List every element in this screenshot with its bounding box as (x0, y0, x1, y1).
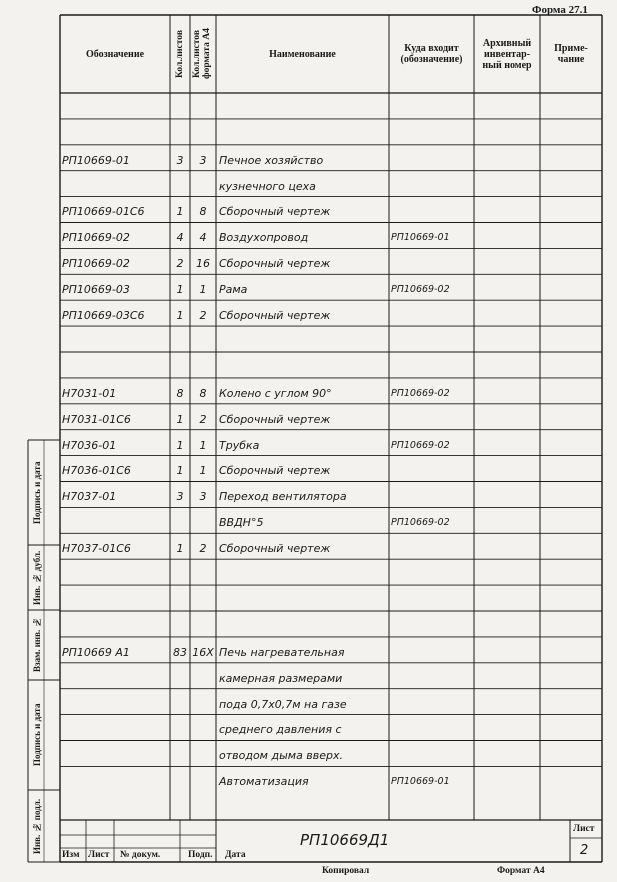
cell-designation: РП10669-02 (62, 231, 130, 245)
cell-name: Сборочный чертеж (219, 205, 331, 219)
cell-sheets: 3 (176, 490, 184, 504)
form-label: Форма 27.1 (532, 4, 588, 16)
stamp-list: Лист (88, 850, 110, 860)
cell-designation: Н7037-01С6 (62, 542, 131, 556)
cell-designation: Н7036-01С6 (62, 464, 131, 478)
header-archive: Архивный инвентар- ный номер (482, 37, 532, 71)
cell-name: пода 0,7х0,7м на газе (219, 697, 347, 711)
cell-sheets: 83 (173, 645, 187, 659)
cell-name: Печное хозяйство (219, 153, 324, 167)
cell-designation: Н7036-01 (62, 438, 117, 452)
cell-where: РП10669-02 (391, 387, 450, 399)
cell-a4: 16Х (192, 645, 214, 659)
cell-designation: Н7037-01 (62, 490, 117, 504)
cell-name: Печь нагревательная (219, 645, 345, 659)
cell-where: РП10669-02 (391, 517, 450, 529)
stamp-doc-number: РП10669Д1 (300, 831, 390, 849)
header-designation: Обозначение (85, 48, 145, 60)
side-label-vzam-inv: Взам. инв. № (32, 617, 42, 673)
footer-copied: Копировал (322, 866, 370, 876)
cell-a4: 8 (199, 205, 207, 219)
footer-format: Формат А4 (497, 866, 545, 876)
cell-where: РП10669-01 (391, 776, 450, 788)
cell-sheets: 8 (176, 386, 184, 400)
cell-a4: 16 (196, 257, 210, 271)
cell-name: Сборочный чертеж (219, 542, 331, 556)
cell-where: РП10669-01 (391, 232, 450, 244)
header-name: Наименование (269, 48, 336, 60)
cell-name: Сборочный чертеж (219, 257, 331, 271)
header-sheets-a4: Кол.листов формата А4 (192, 28, 212, 80)
cell-name: Воздухопровод (219, 231, 309, 245)
side-label-sign-date-2: Подпись и дата (32, 703, 42, 767)
cell-a4: 1 (199, 283, 207, 297)
cell-name: среднего давления с (219, 723, 342, 737)
cell-a4: 1 (199, 464, 207, 478)
stamp-sheet-label: Лист (573, 824, 595, 834)
cell-name: Сборочный чертеж (219, 412, 331, 426)
cell-designation: РП10669 А1 (62, 645, 130, 659)
header-sheets: Кол.листов (175, 30, 185, 78)
cell-name: Сборочный чертеж (219, 309, 331, 323)
cell-sheets: 1 (176, 283, 184, 297)
cell-name: Автоматизация (219, 775, 309, 789)
stamp-date: Дата (225, 850, 246, 860)
cell-sheets: 1 (176, 205, 184, 219)
cell-designation: РП10669-03С6 (62, 309, 145, 323)
cell-designation: РП10669-01С6 (62, 205, 145, 219)
cell-a4: 2 (199, 309, 207, 323)
cell-designation: РП10669-02 (62, 257, 130, 271)
cell-a4: 2 (199, 412, 207, 426)
cell-name: кузнечного цеха (219, 179, 316, 193)
cell-designation: РП10669-01 (62, 153, 130, 167)
cell-name: камерная размерами (219, 671, 343, 685)
cell-a4: 1 (199, 438, 207, 452)
cell-designation: РП10669-03 (62, 283, 130, 297)
cell-name: Сборочный чертеж (219, 464, 331, 478)
cell-name: Переход вентилятора (219, 490, 347, 504)
cell-designation: Н7031-01 (62, 386, 117, 400)
cell-a4: 2 (199, 542, 207, 556)
cell-a4: 4 (199, 231, 207, 245)
cell-where: РП10669-02 (391, 284, 450, 296)
cell-where: РП10669-02 (391, 439, 450, 451)
cell-sheets: 3 (176, 153, 184, 167)
cell-sheets: 1 (176, 412, 184, 426)
side-label-inv-dubl: Инв. № дубл. (32, 550, 42, 605)
side-label-sign-date-1: Подпись и дата (32, 461, 42, 524)
cell-name: Трубка (219, 438, 260, 452)
cell-name: Рама (219, 283, 248, 297)
cell-sheets: 4 (176, 231, 184, 245)
stamp-izm: Изм (62, 850, 80, 860)
stamp-doc-no: № докум. (120, 850, 161, 860)
stamp-sheet-number: 2 (580, 843, 589, 858)
cell-sheets: 1 (176, 464, 184, 478)
side-label-inv-podl: Инв. № подл. (32, 798, 42, 854)
cell-sheets: 2 (176, 257, 184, 271)
cell-a4: 3 (199, 153, 207, 167)
stamp-sign: Подп. (188, 850, 213, 860)
cell-name: ВВДН°5 (219, 516, 264, 530)
cell-designation: Н7031-01С6 (62, 412, 131, 426)
cell-name: отводом дыма вверх. (219, 749, 344, 763)
cell-name: Колено с углом 90° (219, 386, 332, 400)
header-where-used: Куда входит (обозначение) (400, 43, 463, 65)
cell-sheets: 1 (176, 309, 184, 323)
cell-sheets: 1 (176, 542, 184, 556)
cell-sheets: 1 (176, 438, 184, 452)
header-note: Приме- чание (554, 43, 588, 65)
cell-a4: 8 (199, 386, 207, 400)
cell-a4: 3 (199, 490, 207, 504)
